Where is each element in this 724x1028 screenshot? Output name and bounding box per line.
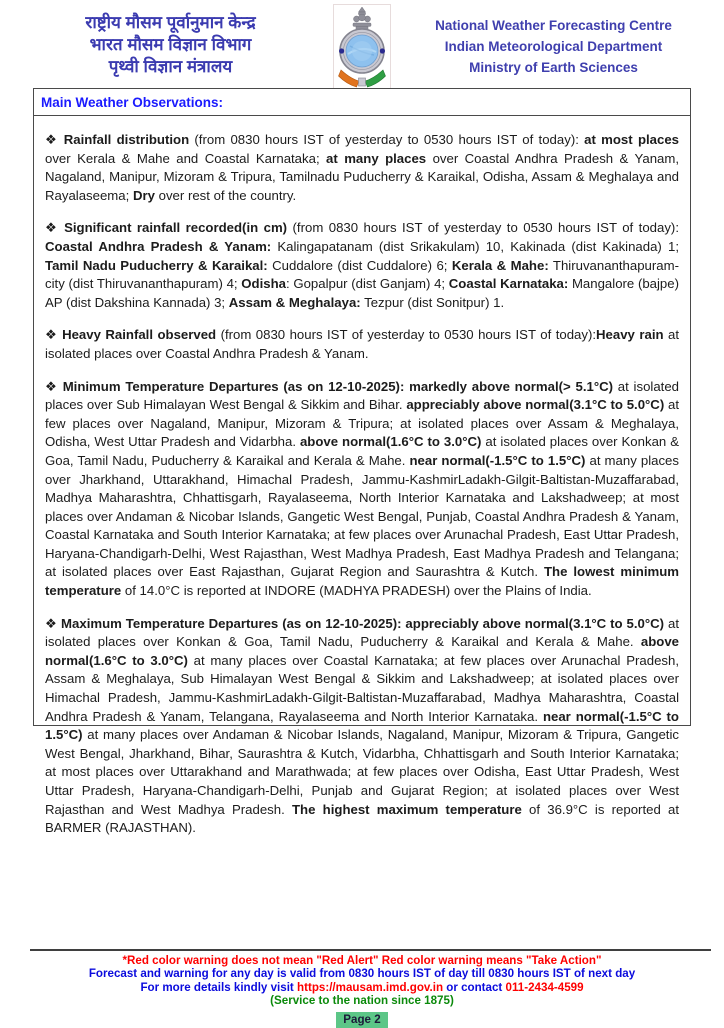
header-english-title (397, 16, 710, 79)
observation-paragraph: ❖ Rainfall distribution (from 0830 hours IST of yesterday to 0530 hours IST of today): at most places over Kerala & Mahe and Coastal Karnataka; at many places over Coastal Andhra Pradesh & Yanam, Nagaland, Manipur, Mizoram & Tripura, Tamilnadu Puducherry & Karaikal, Odisha, Assam & Meghalaya and Rayalaseema; Dry over rest of the country. (45, 132, 680, 203)
footer-note-text: or contact (443, 980, 506, 994)
header-hindi-line: पृथ्वी विज्ञान मंत्रालय (108, 57, 233, 77)
header-hindi-line: राष्ट्रीय मौसम पूर्वानुमान केन्द्र (85, 13, 256, 32)
footer (0, 949, 724, 1028)
header-english-line: Ministry of Earth Sciences (469, 59, 638, 75)
observations-box (33, 88, 691, 836)
observation-paragraph: ❖ Significant rainfall recorded(in cm) (from 0830 hours IST of yesterday to 0530 hours IST of today): Coastal Andhra Pradesh & Yanam: Kalingapatanam (dist Srikakulam) 10, Kakinada (dist Kakinada) 1; Tamil Nadu Puducherry & Karaikal: Cuddalore (dist Cuddalore) 6; Kerala & Mahe: Thiruvananthapuram-city (dist Thiruvananthapuram) 4; Odisha: Gopalpur (dist Ganjam) 4; Coastal Karnataka: Mangalore (bajpe) AP (dist Dakshina Kannada) 3; Assam & Meghalaya: Tezpur (dist Sonitpur) 1. (45, 220, 679, 310)
page-badge: Page 2 (336, 1012, 387, 1028)
footer-note-line (0, 981, 724, 994)
header-hindi-line: भारत मौसम विज्ञान विभाग (89, 35, 252, 55)
footer-note-line (0, 994, 724, 1007)
footer-website-link[interactable]: https://mausam.imd.gov.in (297, 980, 444, 994)
footer-divider (30, 949, 711, 951)
observations-title: Main Weather Observations: (34, 89, 690, 116)
observation-paragraph: ❖ Heavy Rainfall observed (from 0830 hours IST of yesterday to 0530 hours IST of today):Heavy rain at isolated places over Coastal Andhra Pradesh & Yanam. (45, 327, 679, 361)
footer-notes (0, 954, 724, 1008)
imd-emblem-icon (335, 6, 389, 88)
footer-note-text: Forecast and warning for any day is valid from 0830 hours IST of day till 0830 hours IST of next day (88, 967, 636, 981)
observation-paragraph: ❖ Maximum Temperature Departures (as on 12-10-2025): appreciably above normal(3.1°C to 5.0°C) at isolated places over Konkan & Goa, Tamil Nadu, Puducherry & Karaikal and Kerala & Mahe. above normal(1.6°C to 3.0°C) at many places over Coastal Karnataka; at few places over Arunachal Pradesh, Assam & Meghalaya, Sub Himalayan West Bengal & Sikkim and Lakshadweep; at isolated places over Himachal Pradesh, Jammu-KashmirLadakh-Gilgit-Baltistan-Muzaffarabad, Madhya Maharashtra, Coastal Andhra Pradesh & Yanam, Telangana, Rayalaseema and North Interior Karnataka. near normal(-1.5°C to 1.5°C) at many places over Andaman & Nicobar Islands, Nagaland, Manipur, Mizoram & Tripura, Gangetic West Bengal, Jharkhand, Bihar, Saurashtra & Kutch, Vidarbha, Chhattisgarh and South Interior Karnataka; at most places over Uttarakhand and Marathwada; at few places over Odisha, East Uttar Pradesh, West Uttar Pradesh, Haryana-Chandigarh-Delhi, Punjab and Gujarat Region; at isolated places over West Rajasthan and West Madhya Pradesh. The highest maximum temperature of 36.9°C is reported at BARMER (RAJASTHAN). (45, 615, 680, 836)
header-english-line: National Weather Forecasting Centre (435, 18, 672, 33)
footer-note-text: For more details kindly visit (140, 980, 298, 994)
footer-note-text: (Service to the nation since 1875) (270, 994, 454, 1008)
footer-note-line (0, 954, 724, 967)
footer-note-line (0, 967, 724, 980)
header (0, 4, 724, 90)
imd-logo (333, 4, 391, 90)
footer-note-text: *Red color warning does not mean "Red Alert" Red color warning means "Take Action" (122, 954, 602, 967)
observation-paragraph: ❖ Minimum Temperature Departures (as on 12-10-2025): markedly above normal(> 5.1°C) at isolated places over Sub Himalayan West Bengal & Sikkim and Bihar. appreciably above normal(3.1°C to 5.0°C) at few places over Nagaland, Manipur, Mizoram & Tripura; at isolated places over Assam & Meghalaya, Odisha, West Uttar Pradesh and Vidarbha. above normal(1.6°C to 3.0°C) at isolated places over Konkan & Goa, Tamil Nadu, Puducherry & Karaikal and Kerala & Mahe. near normal(-1.5°C to 1.5°C) at many places over Jharkhand, Uttarakhand, Himachal Pradesh, Jammu-KashmirLadakh-Gilgit-Baltistan-Muzaffarabad, Madhya Maharashtra, Chhattisgarh, Rayalaseema, North Interior Karnataka and Lakshadweep; at most places over Andaman & Nicobar Islands, Gangetic West Bengal, Punjab, Coastal Andhra Pradesh & Yanam, Coastal Karnataka and South Interior Karnataka; at few places over Arunachal Pradesh, East Uttar Pradesh, Haryana-Chandigarh-Delhi, West Rajasthan, West Madhya Pradesh, East Madhya Pradesh and Telangana; at isolated places over East Rajasthan, Gujarat Region and Saurashtra & Kutch. The lowest minimum temperature of 14.0°C is reported at INDORE (MADHYA PRADESH) over the Plains of India. (45, 378, 680, 599)
observations-body (34, 116, 690, 838)
page-badge-row (0, 1010, 724, 1028)
footer-note-text: 011-2434-4599 (505, 980, 584, 994)
header-english-line: Indian Meteorological Department (444, 38, 663, 54)
header-hindi-title (14, 12, 327, 78)
